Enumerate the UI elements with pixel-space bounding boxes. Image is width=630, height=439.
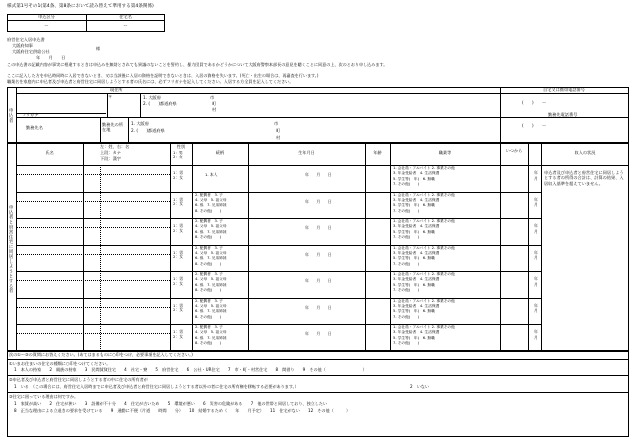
birth-date[interactable]: 年 月 日	[305, 278, 332, 283]
col-name-note3: 下段：漢字	[100, 156, 121, 161]
sex-options[interactable]: 1：男 2：女	[173, 302, 184, 313]
income-divider	[541, 165, 629, 166]
name-split	[100, 324, 101, 351]
income-note: 申込者及び申込者と府営住宅に同居しようとする者の所得の合計は、計算の結果、入居収入基準を超えていません。	[544, 170, 624, 186]
relation-options[interactable]: 2. 配偶者 3. 子 4. 父母 5. 祖父母 6. 孫 7. 兄弟姉妹 8. その他( )	[195, 272, 227, 293]
address-city-label: 市	[210, 95, 215, 100]
row-divider	[16, 271, 541, 272]
address-village-label: 村	[212, 107, 217, 112]
question3: ③住宅に困っている理由は何ですか。	[9, 394, 79, 399]
addressee-honorific: 様	[96, 46, 101, 51]
question1-options[interactable]: 1 本人の持家 2 親族の持家 3 民間賃貸住宅 4 社宅・寮 5 府営住宅 6 公社・UR住宅 7 市・町・村営住宅 8 間借り 9 その他（ ）	[14, 367, 367, 372]
workplace-other-option[interactable]: 2. ( )都道府県	[131, 128, 165, 133]
col-sex: 性別	[176, 144, 186, 149]
name-kana-divider	[16, 227, 170, 228]
since-date[interactable]: 年 月	[534, 249, 538, 261]
sex-options[interactable]: 1：男 2：女	[173, 196, 184, 207]
row-divider	[16, 298, 541, 299]
address-other-option[interactable]: 2. ( )都道府県	[143, 101, 177, 106]
furigana-label: フリガナ	[22, 112, 39, 117]
sex-options[interactable]: 1：男 2：女	[173, 249, 184, 260]
question3-options-line2[interactable]: 8 正当な理由による立退きの要求を受けている 9 通勤に不便（片道 時間 分） 10 結婚するため（ 年 月予定） 11 住宅がない 12 その他（ ）	[14, 408, 351, 413]
application-type-label: 申込区分	[38, 14, 55, 19]
col-since: いつから	[505, 148, 523, 153]
col-sex-options: 1：男 2：女	[173, 151, 183, 160]
name-split	[100, 298, 101, 325]
addressee-line1: 府営住宅入居申込書	[7, 37, 45, 42]
name-kana-divider	[16, 254, 170, 255]
since-date[interactable]: 年 月	[534, 329, 538, 340]
question1: ①いまお住まいの住宅の種類に○印をつけてください。	[9, 361, 111, 366]
sex-options[interactable]: 1：男 2：女	[173, 170, 184, 180]
row-divider	[16, 192, 541, 193]
job-options[interactable]: 1. 会社員・アルバイト 2. 事業その他 3. 年金受給者 4. 生活保護 5. 学生等( 年) 6. 無職 7. その他( )	[393, 192, 455, 213]
address-town-label: 町	[212, 101, 217, 106]
job-options[interactable]: 1. 会社員・アルバイト 2. 事業その他 3. 年金受給者 4. 生活保護 5. 学生等( 年) 6. 無職 7. その他( )	[393, 298, 455, 319]
addressee-line2: 大阪府知事	[12, 43, 33, 48]
birth-date[interactable]: 年 月 日	[305, 198, 332, 204]
name-split	[100, 165, 101, 192]
workplace-label: 勤務先名	[26, 125, 43, 130]
job-options[interactable]: 1. 会社員・アルバイト 2. 事業その他 3. 年金受給者 4. 生活保護 5. 学生等( 年) 6. 無職 7. その他( )	[393, 219, 455, 240]
relation-options[interactable]: 2. 配偶者 3. 子 4. 父母 5. 祖父母 6. 孫 7. 兄弟姉妹 8. その他( )	[195, 192, 227, 213]
col-name: 氏名	[45, 150, 54, 155]
question2-option2[interactable]: 2 いない	[410, 384, 429, 389]
birth-date[interactable]: 年 月 日	[305, 331, 332, 336]
work-phone-label: 勤務先電話番号	[548, 112, 578, 117]
job-options[interactable]: 1. 会社員・アルバイト 2. 事業その他 3. 年金受給者 4. 生活保護 5. 学生等( 年) 6. 無職 7. その他( )	[393, 325, 455, 346]
phone-label: 自宅又は携帯電話番号	[543, 87, 585, 92]
pledge-line1: この申込書の記載内容が事実に相違するときは申込みを無効とされても異議のないことを誓約し、暴力団員であるかどうかについて大阪府警察本部長の意見を聴くことに同意の上、次のとおり申し込みます。	[7, 62, 388, 67]
row-divider	[16, 324, 541, 325]
workplace-address-label: 勤務先の所在地	[102, 122, 123, 132]
col-birth: 生年月日	[298, 150, 315, 155]
name-kana-divider	[16, 307, 170, 308]
question2: ②申込者及び申込者と府営住宅に同居しようとする者の中に住宅の所有者が	[9, 377, 148, 382]
household-side-label: 申込者と府営住宅に同居しようとする者	[8, 205, 14, 294]
form-title: 様式第1号その1(第4条、第8条において読み替えて準用する第4条関係)	[7, 4, 154, 9]
name-split	[100, 192, 101, 219]
housing-name-label: 住宅名	[119, 14, 132, 19]
name-kana-divider	[16, 174, 170, 175]
since-date[interactable]: 年 月	[534, 223, 538, 234]
workplace-village-label: 村	[276, 135, 281, 140]
home-phone-value[interactable]: ( ) ー	[522, 100, 547, 105]
relation-options[interactable]: 2. 配偶者 3. 子 4. 父母 5. 祖父母 6. 孫 7. 兄弟姉妹 8. その他( )	[195, 219, 227, 240]
application-date[interactable]: 年 月 日	[36, 55, 66, 60]
birth-date[interactable]: 年 月 日	[305, 172, 332, 177]
job-options[interactable]: 1. 会社員・アルバイト 2. 事業その他 3. 年金受給者 4. 生活保護 5. 学生等( 年) 6. 無職 7. その他( )	[393, 272, 455, 293]
address-osaka-option[interactable]: 1. 大阪府	[143, 95, 161, 100]
workplace-town-label: 町	[276, 128, 281, 133]
workplace-city-label: 市	[274, 121, 279, 126]
application-type-value[interactable]: ー	[44, 23, 49, 28]
questions-intro: 次の①〜③の質問にお答えください。(あてはまるものに○印をつけ、必要事項を記入してください。)	[9, 352, 193, 357]
work-phone-value[interactable]: ( ) ー	[522, 123, 547, 128]
job-options[interactable]: 1. 会社員・アルバイト 2. 事業その他 3. 年金受給者 4. 生活保護 5. 学生等( 年) 6. 無職 7. その他( )	[393, 166, 455, 187]
current-address-label: 現住所	[110, 87, 123, 92]
since-date[interactable]: 年 月	[534, 276, 538, 287]
addressee-line3: 大阪府住宅供給公社	[12, 49, 50, 54]
sex-options[interactable]: 1：男 2：女	[173, 223, 184, 233]
question3-options-line1[interactable]: 1 家賃が高い 2 住宅が狭い 3 設備が不十分 4 住宅が古いため 5 環境が悪い 6 災害の危険がある 7 他の世帯と同居しており、独立したい	[14, 401, 327, 406]
col-job: 職業等	[438, 150, 452, 155]
row-divider	[16, 218, 541, 219]
relation-options[interactable]: 2. 配偶者 3. 子 4. 父母 5. 祖父母 6. 孫 7. 兄弟姉妹 8. その他( )	[195, 298, 227, 319]
housing-name-value[interactable]: ー	[123, 23, 128, 28]
birth-date[interactable]: 年 月 日	[305, 225, 332, 230]
postal-label: 〒	[108, 94, 113, 99]
sex-options[interactable]: 1：男 2：女	[173, 276, 184, 286]
col-relation: 続柄	[215, 150, 225, 155]
workplace-osaka-option[interactable]: 1. 大阪府	[131, 121, 149, 126]
name-kana-divider	[16, 333, 170, 334]
col-name-note2: 上段：カナ	[100, 150, 121, 155]
pledge-line3: 職業名を家庭内に申込者及び申込者と府営住宅に同居しようとする者の氏名には、必ずフリガナを記入してください。入居する方全員を記入してください。	[7, 79, 294, 84]
question2-option1[interactable]: 1 いる （この場合には、府営住宅入居時までに申込者及び申込者と府営住宅に同居しようとする者以外の者に住宅の所有権を移転する必要があります。）	[14, 384, 299, 389]
name-kana-divider	[16, 280, 170, 281]
since-date[interactable]: 年 月	[534, 302, 538, 314]
birth-date[interactable]: 年 月 日	[305, 304, 332, 310]
col-income: 収入の状況	[574, 150, 596, 155]
relation-self: 1. 本人	[205, 172, 218, 177]
name-split	[100, 218, 101, 245]
name-kana-divider	[16, 201, 170, 202]
birth-date[interactable]: 年 月 日	[305, 251, 332, 257]
pledge-line2: ここに記入した方を申込時同時に入居できないとき、又は当該後に入居の資格を証明できないときは、入居の資格を失います。(死亡・出生の場合は、再審査を行います。)	[7, 73, 319, 78]
relation-options[interactable]: 2. 配偶者 3. 子 4. 父母 5. 祖父母 6. 孫 7. 兄弟姉妹 8. その他( )	[195, 245, 227, 266]
row-divider	[16, 245, 541, 246]
applicant-side-label: 申込者	[8, 108, 14, 123]
sex-options[interactable]: 1：男 2：女	[173, 329, 184, 339]
since-date[interactable]: 年 月	[534, 196, 538, 208]
col-age: 年齢	[373, 150, 382, 155]
name-split	[100, 271, 101, 298]
job-options[interactable]: 1. 会社員・アルバイト 2. 事業その他 3. 年金受給者 4. 生活保護 5. 学生等( 年) 6. 無職 7. その他( )	[393, 245, 455, 266]
since-date[interactable]: 年 月	[534, 170, 538, 181]
name-split	[100, 245, 101, 272]
col-name-note1: 左：姓、右：名	[100, 144, 130, 149]
relation-options[interactable]: 2. 配偶者 3. 子 4. 父母 5. 祖父母 6. 孫 7. 兄弟姉妹 8. その他( )	[195, 325, 227, 346]
